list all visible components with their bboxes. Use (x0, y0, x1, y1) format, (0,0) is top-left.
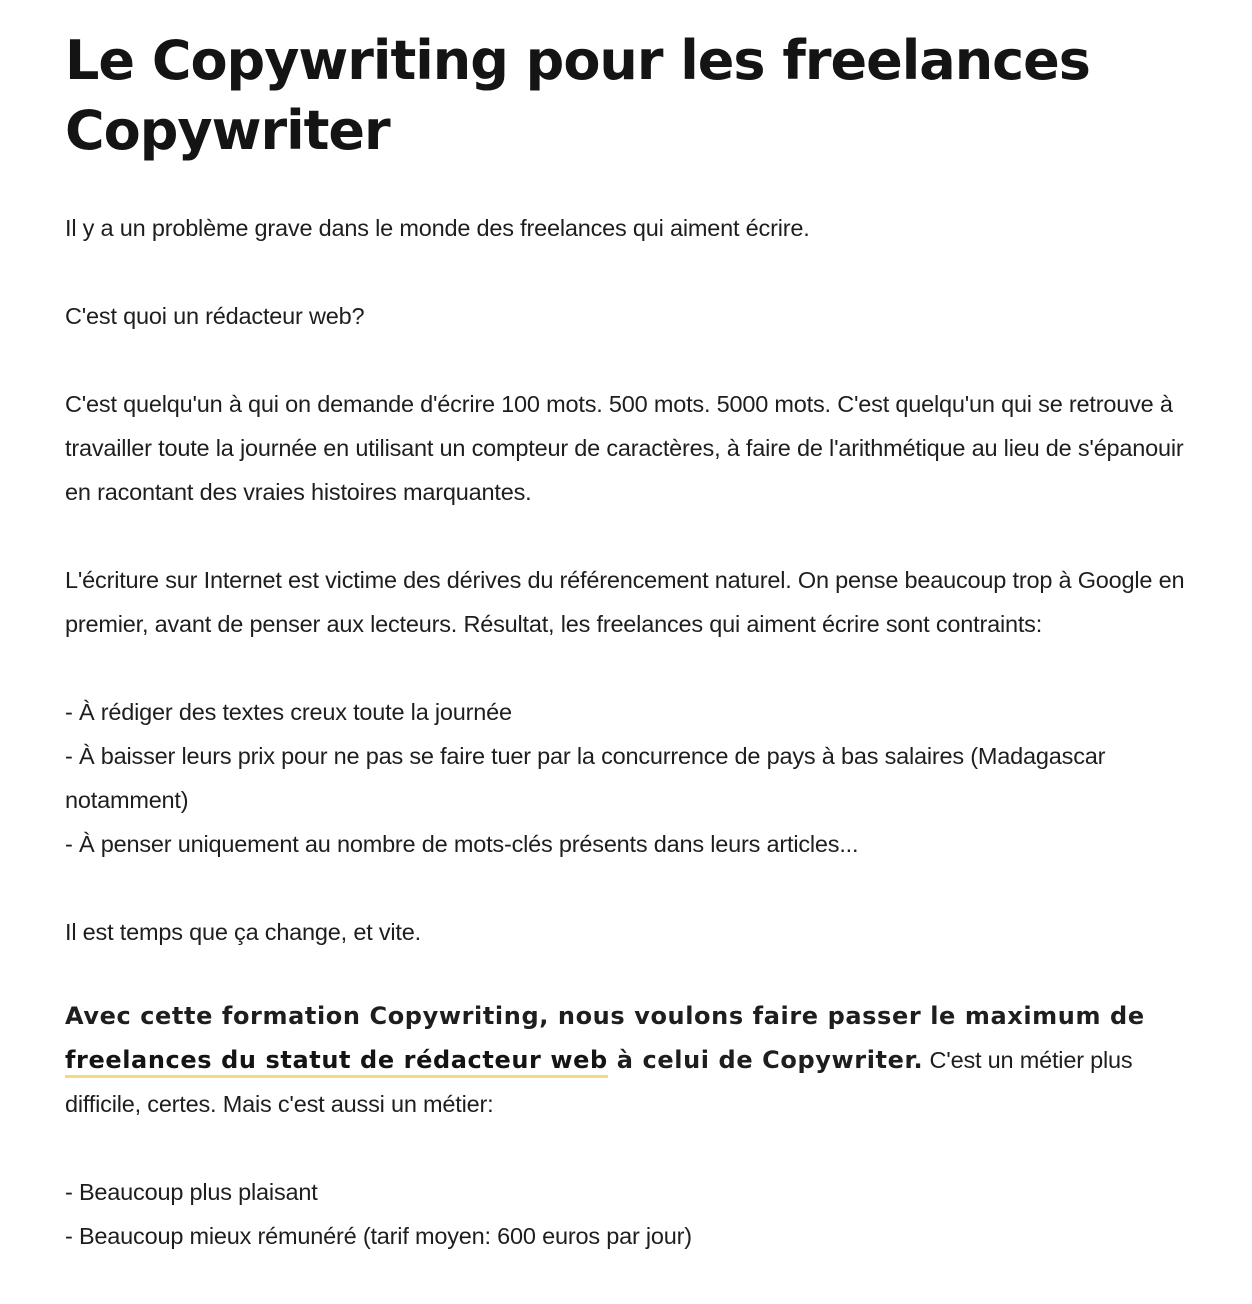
paragraph-question: C'est quoi un rédacteur web? (65, 303, 365, 329)
list-item: - Beaucoup mieux rémunéré (tarif moyen: 600 euros par jour) (65, 1223, 692, 1249)
article (65, 26, 1200, 1258)
list-item: - À baisser leurs prix pour ne pas se faire tuer par la concurrence de pays à bas salaires (Madagascar notamment) (65, 743, 1106, 813)
constraints-list (65, 690, 1200, 866)
formation-bold-start: Avec cette formation Copywriting, nous voulons faire passer le maximum de (65, 1002, 1145, 1030)
formation-normal-text: C'est un métier plus difficile, certes. Mais c'est aussi un métier: (65, 1047, 1133, 1117)
paragraph-call: Il est temps que ça change, et vite. (65, 919, 421, 945)
benefits-list (65, 1170, 1200, 1258)
list-item: - À rédiger des textes creux toute la journée (65, 699, 512, 725)
list-item: - Beaucoup plus plaisant (65, 1179, 318, 1205)
freelances-link[interactable]: freelances du statut de rédacteur web (65, 1046, 608, 1078)
paragraph-seo-problem: L'écriture sur Internet est victime des dérives du référencement naturel. On pense beaucoup trop à Google en premier, avant de penser aux lecteurs. Résultat, les freelances qui aiment écrire sont contraints: (65, 567, 1185, 637)
paragraph-definition: C'est quelqu'un à qui on demande d'écrire 100 mots. 500 mots. 5000 mots. C'est quelqu'un qui se retrouve à travailler toute la journée en utilisant un compteur de caractères, à faire de l'arithmétique au lieu de s'épanouir en racontant des vraies histoires marquantes. (65, 391, 1184, 505)
formation-bold-end: à celui de Copywriter. (607, 1046, 924, 1074)
paragraph-intro: Il y a un problème grave dans le monde des freelances qui aiment écrire. (65, 215, 810, 241)
article-title: Le Copywriting pour les freelances Copywriter (65, 29, 1090, 162)
list-item: - À penser uniquement au nombre de mots-clés présents dans leurs articles... (65, 831, 859, 857)
paragraph-formation (65, 994, 1200, 1126)
